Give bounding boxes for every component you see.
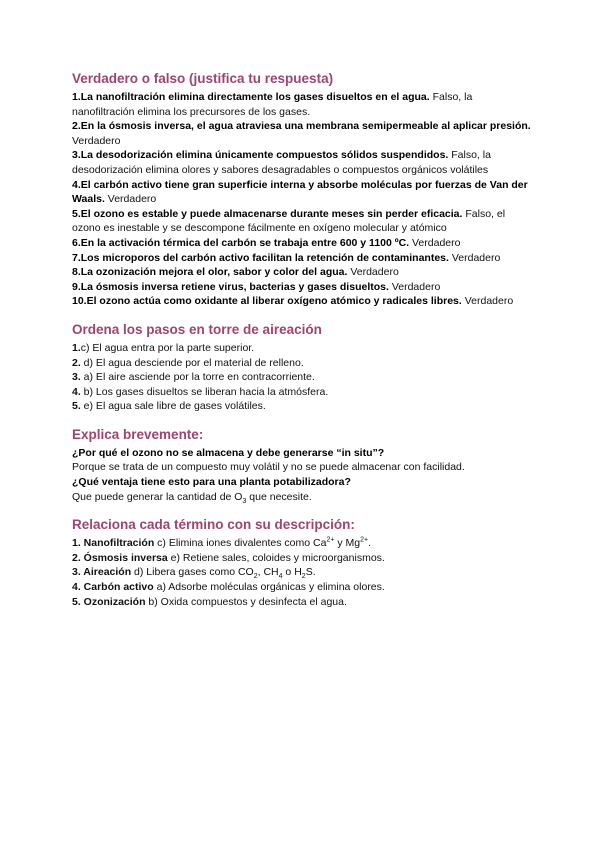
relate-title: Relaciona cada término con su descripción:	[72, 517, 355, 533]
tf-item-9: 9.La ósmosis inversa retiene virus, bacterias y gases disueltos. Verdadero	[72, 280, 441, 293]
explain-answer-1: Porque se trata de un compuesto muy volátil y no se puede almacenar con facilidad.	[72, 461, 465, 474]
explain-question-1: ¿Por qué el ozono no se almacena y debe generarse “in situ”?	[72, 446, 385, 459]
tf-item-3: 3.La desodorización elimina únicamente compuestos sólidos suspendidos. Falso, la desodorización elimina olores y sabores desagradables o compuestos orgánicos volátiles	[72, 149, 491, 176]
worksheet	[72, 70, 532, 621]
tf-item-4: 4.El carbón activo tiene gran superficie interna y absorbe moléculas por fuerzas de Van der Waals. Verdadero	[72, 178, 528, 206]
tf-item-1: 1.La nanofiltración elimina directamente los gases disueltos en el agua. Falso, la nanofiltración elimina los precursores de los gases.	[72, 91, 473, 118]
tf-item-7: 7.Los microporos del carbón activo facilitan la retención de contaminantes. Verdadero	[72, 251, 501, 264]
order-item-5: 5. e) El agua sale libre de gases volátiles.	[72, 400, 266, 413]
order-item-3: 3. a) El aire asciende por la torre en contracorriente.	[72, 371, 315, 384]
relate-item-4: 4. Carbón activo a) Adsorbe moléculas orgánicas y elimina olores.	[72, 581, 385, 594]
tf-item-10: 10.El ozono actúa como oxidante al liberar oxígeno atómico y radicales libres. Verdadero	[72, 295, 514, 308]
relate-item-2: 2. Ósmosis inversa e) Retiene sales, coloides y microorganismos.	[72, 551, 385, 564]
order-item-4: 4. b) Los gases disueltos se liberan hacia la atmósfera.	[72, 385, 329, 398]
tf-item-2: 2.En la ósmosis inversa, el agua atraviesa una membrana semipermeable al aplicar presión. Verdadero	[72, 120, 531, 147]
explain-title: Explica brevemente:	[72, 426, 204, 442]
tf-item-8: 8.La ozonización mejora el olor, sabor y color del agua. Verdadero	[72, 266, 399, 279]
relate-item-3: 3. Aireación d) Libera gases como $CO_2$, $CH_4$ o $H_2S$.	[72, 566, 316, 581]
explain-section	[72, 426, 532, 504]
relate-item-1: 1. Nanofiltración c) Elimina iones divalentes como $Ca^{2+}$ y $Mg^{2+}$.	[72, 536, 371, 550]
true-false-section	[72, 70, 532, 309]
order-item-1: 1.c) El agua entra por la parte superior.	[72, 341, 255, 354]
explain-question-2: ¿Qué ventaja tiene esto para una planta potabilizadora?	[72, 476, 351, 489]
order-section	[72, 321, 532, 414]
order-item-2: 2. d) El agua desciende por el material de relleno.	[72, 356, 304, 369]
tf-item-6: 6.En la activación térmica del carbón se trabaja entre 600 y 1100 ºC. Verdadero	[72, 236, 461, 249]
tf-item-5: 5.El ozono es estable y puede almacenarse durante meses sin perder eficacia. Falso, el ozono es inestable y se descompone fácilmente en oxígeno molecular y atómico	[72, 207, 506, 235]
order-title: Ordena los pasos en torre de aireación	[72, 321, 322, 337]
explain-answer-2: Que puede generar la cantidad de $O_3$ que necesite.	[72, 490, 312, 505]
relate-section	[72, 516, 532, 609]
relate-item-5: 5. Ozonización b) Oxida compuestos y desinfecta el agua.	[72, 595, 347, 608]
true-false-title: Verdadero o falso (justifica tu respuesta)	[72, 71, 334, 86]
